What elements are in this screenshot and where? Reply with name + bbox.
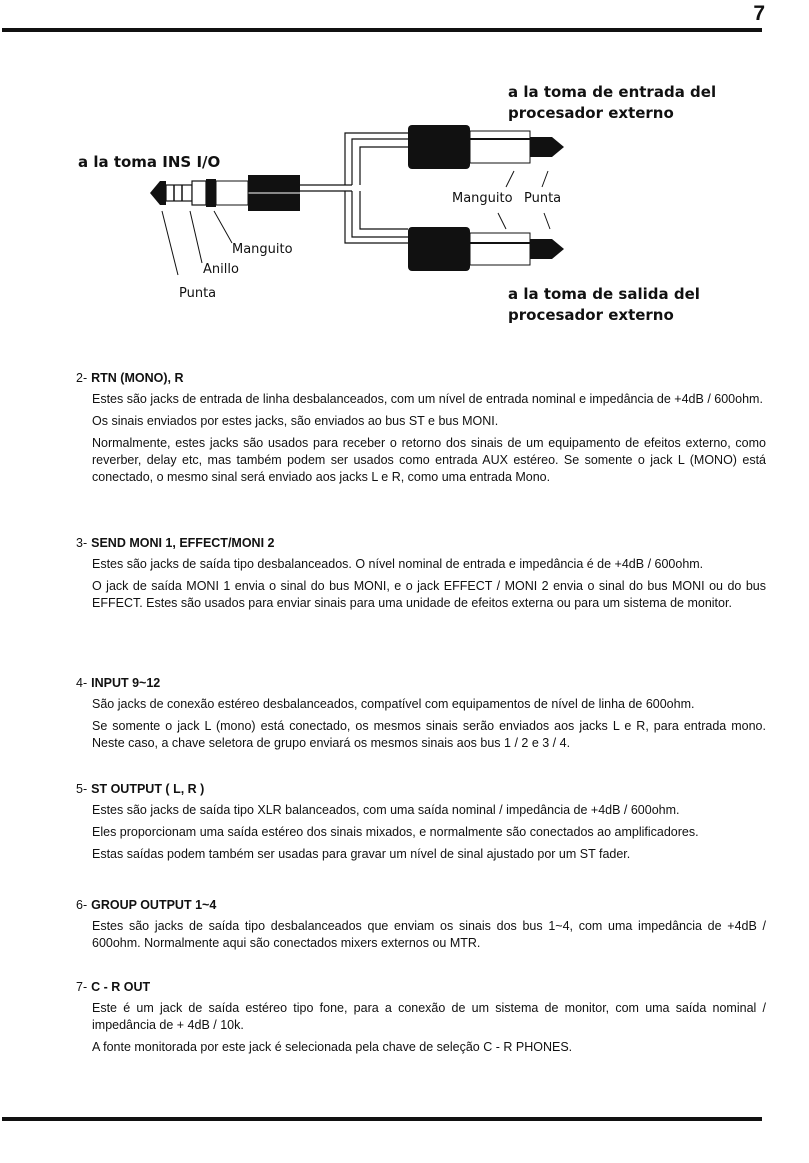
output-mono-plug bbox=[408, 213, 564, 271]
section-paragraph: Estes são jacks de saída tipo desbalanceados. O nível nominal de entrada e impedância é de +4dB / 600ohm. bbox=[92, 557, 704, 571]
mono-sleeve-label: Manguito bbox=[452, 191, 513, 206]
input-mono-plug bbox=[408, 125, 564, 187]
ins-io-label: a la toma INS I/O bbox=[78, 153, 221, 171]
section-heading: 4- INPUT 9~12 bbox=[76, 676, 161, 690]
section-paragraph: São jacks de conexão estéreo desbalanceados, compatível com equipamentos de nível de linha de 600ohm. bbox=[92, 697, 695, 711]
top-rule bbox=[2, 28, 762, 32]
section-heading: 6- GROUP OUTPUT 1~4 bbox=[76, 898, 217, 912]
section-paragraph: Estas saídas podem também ser usadas para gravar um nível de sinal ajustado por um ST fader. bbox=[92, 847, 631, 861]
section-paragraph: Eles proporcionam uma saída estéreo dos sinais mixados, e normalmente são conectados ao amplificadores. bbox=[92, 825, 699, 839]
output-jack-label-line1: a la toma de salida del bbox=[508, 285, 700, 303]
section-heading: 3- SEND MONI 1, EFFECT/MONI 2 bbox=[76, 536, 275, 550]
stereo-ring-label: Anillo bbox=[203, 262, 239, 277]
section-rtn bbox=[76, 371, 766, 491]
section-paragraph: Normalmente, estes jacks são usados para receber o retorno dos sinais de um equipamento de efeitos externo, como reverber, delay etc, mas também podem ser usados como entrada AUX estéreo. Se somente o jack L (MONO) está conectado, o mesmo sinal será enviado aos jacks L e R, como uma entrada Mono. bbox=[92, 436, 766, 484]
section-paragraph: Este é um jack de saída estéreo tipo fone, para a conexão de um sistema de monitor, com uma saída nominal / impedância de + 4dB / 10k. bbox=[92, 1001, 766, 1032]
section-paragraph: Estes são jacks de saída tipo XLR balanceados, com uma saída nominal / impedância de +4dB / 600ohm. bbox=[92, 803, 680, 817]
section-heading: 7- C - R OUT bbox=[76, 980, 151, 994]
page-number: 7 bbox=[753, 2, 765, 25]
section-paragraph: O jack de saída MONI 1 envia o sinal do bus MONI, e o jack EFFECT / MONI 2 envia o sinal do bus MONI ou do bus EFFECT. Estes são usados para enviar sinais para uma unidade de efeitos externa ou para um sistema de monitor. bbox=[92, 579, 766, 610]
bottom-rule bbox=[2, 1117, 762, 1121]
section-paragraph: Estes são jacks de entrada de linha desbalanceados, com um nível de entrada nominal e impedância de +4dB / 600ohm. bbox=[92, 392, 763, 406]
input-jack-label-line1: a la toma de entrada del bbox=[508, 83, 717, 101]
section-send-moni bbox=[76, 536, 766, 617]
section-paragraph: Estes são jacks de saída tipo desbalanceados que enviam os sinais dos bus 1~4, com uma impedância de +4dB / 600ohm. Normalmente aqui são conectados mixers externos ou MTR. bbox=[92, 919, 766, 950]
section-heading: 5- ST OUTPUT ( L, R ) bbox=[76, 782, 205, 796]
mono-tip-label: Punta bbox=[524, 191, 562, 206]
section-paragraph: Os sinais enviados por estes jacks, são enviados ao bus ST e bus MONI. bbox=[92, 414, 499, 428]
section-group-output bbox=[76, 898, 766, 957]
stereo-tip-label: Punta bbox=[179, 286, 217, 301]
section-c-r-out bbox=[76, 980, 766, 1061]
section-st-output bbox=[76, 782, 766, 868]
insert-y-cable-diagram bbox=[140, 115, 580, 295]
section-input bbox=[76, 676, 766, 757]
section-heading: 2- RTN (MONO), R bbox=[76, 371, 184, 385]
section-paragraph: A fonte monitorada por este jack é selecionada pela chave de seleção C - R PHONES. bbox=[92, 1040, 573, 1054]
output-jack-label-line2: procesador externo bbox=[508, 306, 674, 324]
input-jack-label-line2: procesador externo bbox=[508, 104, 674, 122]
stereo-sleeve-label: Manguito bbox=[232, 242, 293, 257]
section-paragraph: Se somente o jack L (mono) está conectado, os mesmos sinais serão enviados aos jacks L e R, para entrada mono. Neste caso, a chave seletora de grupo enviará os mesmos sinais aos bus 1 / 2 e 3 / 4. bbox=[92, 719, 766, 750]
stereo-plug bbox=[150, 175, 300, 211]
